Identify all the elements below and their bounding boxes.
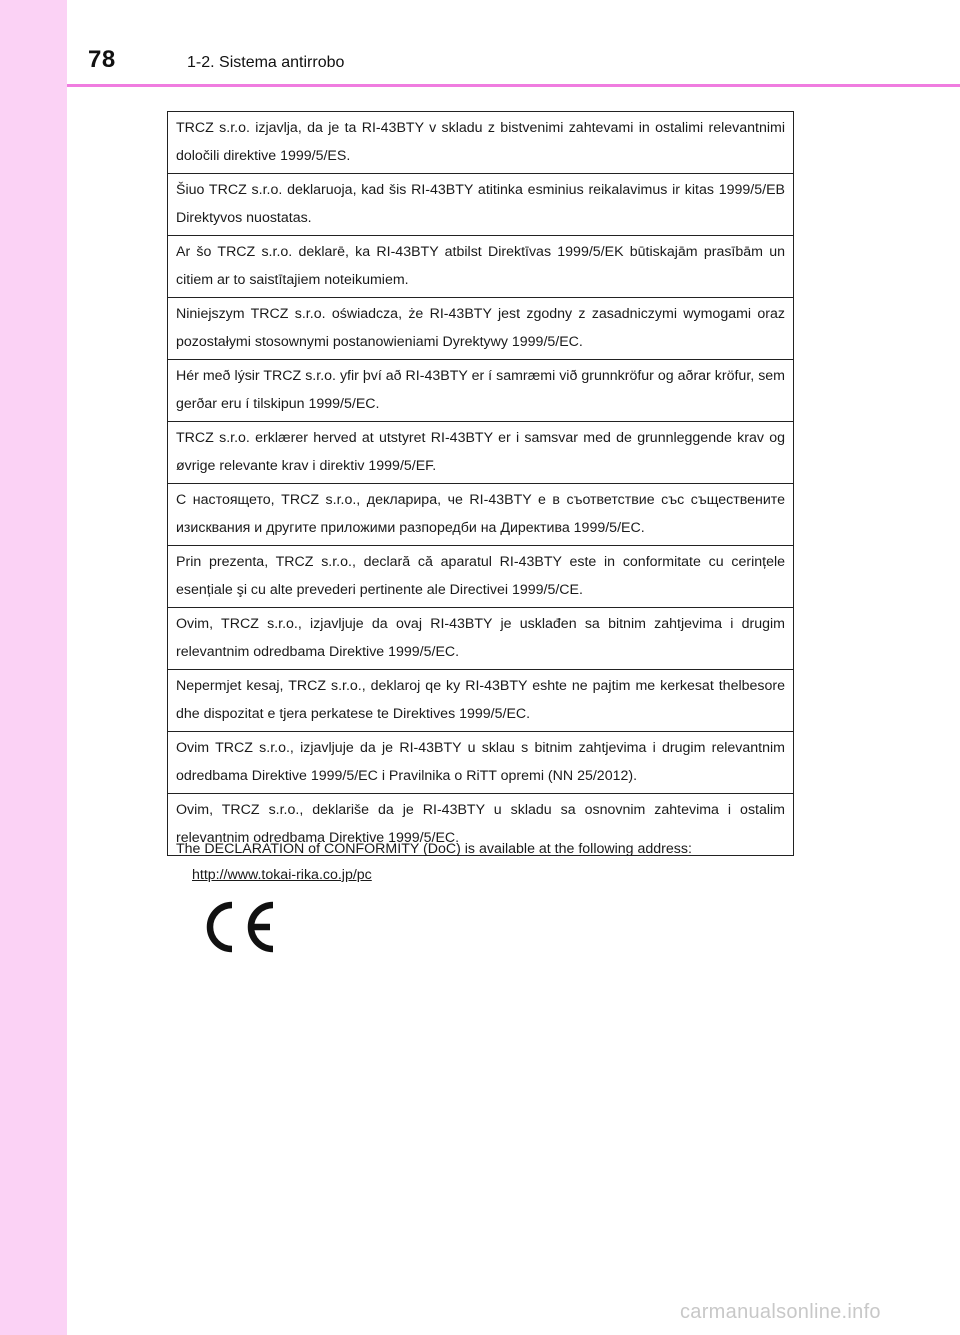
declaration-table [167, 111, 794, 856]
declaration-romanian: Prin prezenta, TRCZ s.r.o., declară că aparatul RI-43BTY este in conformitate cu cerințele esențiale şi cu alte prevederi pertinente ale Directivei 1999/5/CE. [168, 546, 793, 608]
declaration-polish: Niniejszym TRCZ s.r.o. oświadcza, że RI-43BTY jest zgodny z zasadniczymi wymogami oraz pozostałymi stosownymi postanowieniami Dyrektywy 1999/5/EC. [168, 298, 793, 360]
declaration-bulgarian: С настоящето, TRCZ s.r.o., декларира, че RI-43BTY е в съответствие със съществените изисквания и другите приложими разпоредби на Директива 1999/5/EC. [168, 484, 793, 546]
declaration-lithuanian: Šiuo TRCZ s.r.o. deklaruoja, kad šis RI-43BTY atitinka esminius reikalavimus ir kitas 1999/5/EB Direktyvos nuostatas. [168, 174, 793, 236]
declaration-norwegian: TRCZ s.r.o. erklærer herved at utstyret RI-43BTY er i samsvar med de grunnleggende krav og øvrige relevante krav i direktiv 1999/5/EF. [168, 422, 793, 484]
left-margin-band [0, 0, 67, 1335]
declaration-icelandic: Hér með lýsir TRCZ s.r.o. yfir því að RI-43BTY er í samræmi við grunnkröfur og aðrar kröfur, sem gerðar eru í tilskipun 1999/5/EC. [168, 360, 793, 422]
declaration-serbian: Ovim, TRCZ s.r.o., deklariše da je RI-43BTY u skladu sa osnovnim zahtevima i ostalim relevantnim odredbama Direktive 1999/5/EC. [176, 802, 785, 846]
watermark: carmanualsonline.info [680, 1301, 881, 1323]
declaration-albanian: Nepermjet kesaj, TRCZ s.r.o., deklaroj qe ky RI-43BTY eshte ne pajtim me kerkesat thelbesore dhe dispozitat e tjera perkatese te Direktives 1999/5/EC. [168, 670, 793, 732]
declaration-slovenian: TRCZ s.r.o. izjavlja, da je ta RI-43BTY v skladu z bistvenimi zahtevami in ostalimi relevantnimi določili direktive 1999/5/ES. [168, 112, 793, 174]
header-divider [67, 84, 960, 87]
declaration-latvian: Ar šo TRCZ s.r.o. deklarē, ka RI-43BTY atbilst Direktīvas 1999/5/EK būtiskajām prasībām un citiem ar to saistītajiem noteikumiem. [168, 236, 793, 298]
declaration-bosnian: Ovim, TRCZ s.r.o., izjavljuje da ovaj RI-43BTY je usklađen sa bitnim zahtjevima i drugim relevantnim odredbama Direktive 1999/5/EC. [168, 608, 793, 670]
ce-mark-icon [198, 898, 278, 956]
section-title: 1-2. Sistema antirrobo [187, 54, 345, 71]
page-number: 78 [88, 46, 116, 73]
doc-url-link[interactable]: http://www.tokai-rika.co.jp/pc [192, 867, 372, 883]
declaration-croatian: Ovim TRCZ s.r.o., izjavljuje da je RI-43BTY u sklau s bitnim zahtjevima i drugim relevantnim odredbama Direktive 1999/5/EC i Pravilnika o RiTT opremi (NN 25/2012). [168, 732, 793, 794]
doc-availability-note: The DECLARATION of CONFORMITY (DoC) is available at the following address: [176, 841, 692, 857]
